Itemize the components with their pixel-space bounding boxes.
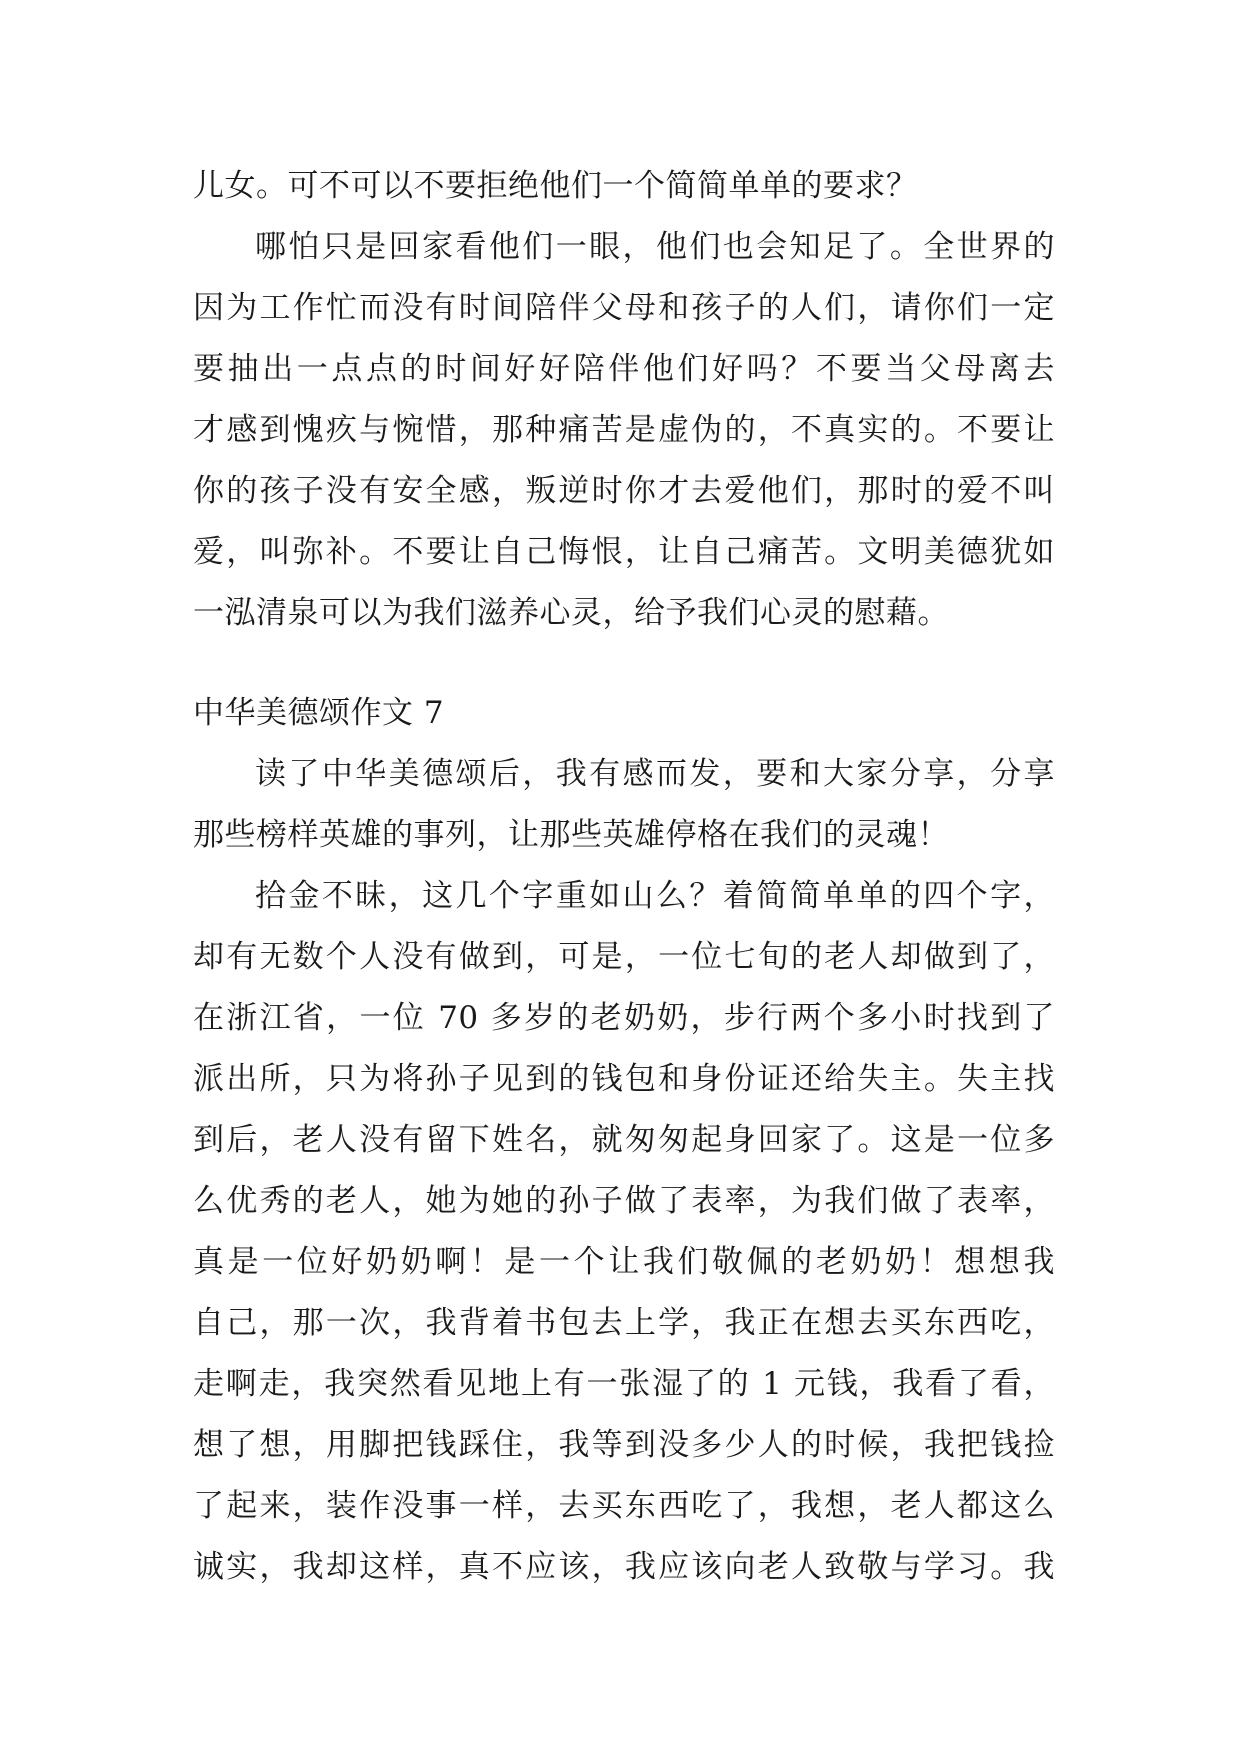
- paragraph-honesty: [193, 866, 1055, 1598]
- text-line: 哪怕只是回家看他们一眼，他们也会知足了。全世界的: [255, 229, 1055, 265]
- text-line: 儿女。可不可以不要拒绝他们一个简简单单的要求？: [193, 168, 918, 204]
- text-line: 派出所，只为将孙子见到的钱包和身份证还给失主。失主找: [193, 1061, 1055, 1097]
- text-line: 爱，叫弥补。不要让自己悔恨，让自己痛苦。文明美德犹如: [193, 534, 1055, 570]
- section-heading: [193, 683, 1055, 744]
- text-line: 么优秀的老人，她为她的孙子做了表率，为我们做了表率，: [193, 1183, 1055, 1219]
- paragraph-accompany-parents: [193, 217, 1055, 644]
- paragraph-intro: [193, 744, 1055, 866]
- paragraph-continuation: [193, 156, 1055, 217]
- text-line: 拾金不昧，这几个字重如山么？着简简单单的四个字，: [255, 878, 1055, 914]
- text-line: 因为工作忙而没有时间陪伴父母和孩子的人们，请你们一定: [193, 290, 1055, 326]
- text-line: 在浙江省，一位 70 多岁的老奶奶，步行两个多小时找到了: [193, 1000, 1055, 1036]
- text-line: 要抽出一点点的时间好好陪伴他们好吗？不要当父母离去: [193, 351, 1055, 387]
- text-line: 真是一位好奶奶啊！是一个让我们敬佩的老奶奶！想想我: [193, 1244, 1055, 1280]
- text-line: 走啊走，我突然看见地上有一张湿了的 1 元钱，我看了看，: [193, 1366, 1055, 1402]
- text-line: 一泓清泉可以为我们滋养心灵，给予我们心灵的慰藉。: [193, 595, 949, 631]
- text-line: 自己，那一次，我背着书包去上学，我正在想去买东西吃，: [193, 1305, 1055, 1341]
- section-title: 中华美德颂作文 7: [193, 695, 445, 731]
- text-line: 你的孩子没有安全感，叛逆时你才去爱他们，那时的爱不叫: [193, 473, 1055, 509]
- text-line: 才感到愧疚与惋惜，那种痛苦是虚伪的，不真实的。不要让: [193, 412, 1055, 448]
- text-line: 却有无数个人没有做到，可是，一位七旬的老人却做到了，: [193, 939, 1055, 975]
- text-line: 读了中华美德颂后，我有感而发，要和大家分享，分享: [255, 756, 1055, 792]
- text-line: 想了想，用脚把钱踩住，我等到没多少人的时候，我把钱捡: [193, 1427, 1055, 1463]
- text-line: 那些榜样英雄的事列，让那些英雄停格在我们的灵魂！: [193, 817, 949, 853]
- text-line: 了起来，装作没事一样，去买东西吃了，我想，老人都这么: [193, 1488, 1055, 1524]
- text-line: 到后，老人没有留下姓名，就匆匆起身回家了。这是一位多: [193, 1122, 1055, 1158]
- text-line: 诚实，我却这样，真不应该，我应该向老人致敬与学习。我: [193, 1549, 1055, 1585]
